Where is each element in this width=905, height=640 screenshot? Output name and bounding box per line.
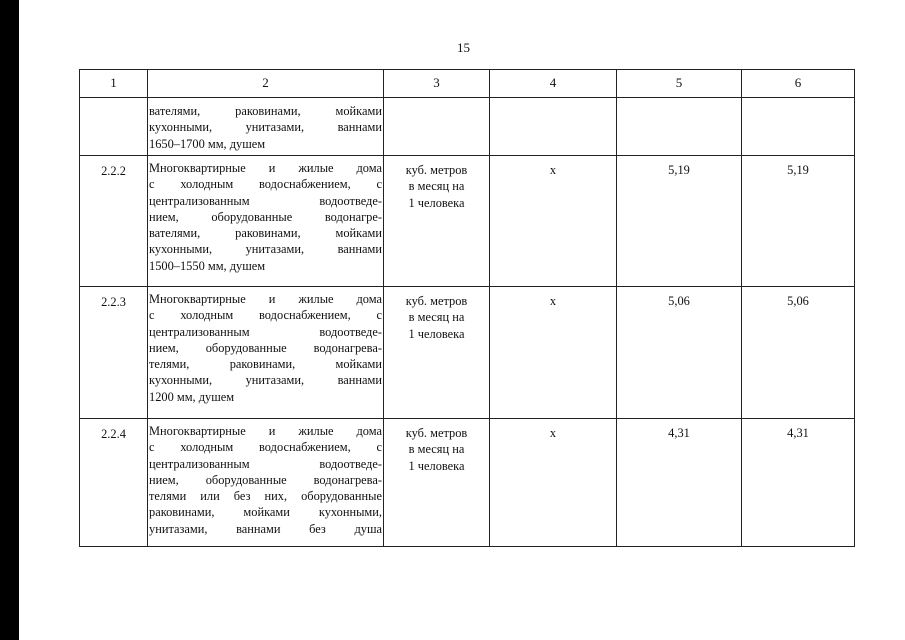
header-cell: 2 <box>148 70 384 98</box>
header-cell: 1 <box>80 70 148 98</box>
col6-cell: 4,31 <box>742 419 855 547</box>
unit-line: 1 человека <box>408 195 465 210</box>
col4-cell: х <box>490 287 617 419</box>
header-cell: 3 <box>384 70 490 98</box>
description-line: 1650–1700 мм, душем <box>149 136 266 151</box>
description-line: нием, оборудованные водонагрева- <box>149 472 382 487</box>
description-line: с холодным водоснабжением, с <box>149 308 382 323</box>
description-line: Многоквартирные и жилые дома <box>149 161 382 175</box>
description-line: телями или без них, оборудованные <box>149 489 382 504</box>
table-header-row <box>80 70 855 98</box>
description-line: нием, оборудованные водонагрева- <box>149 340 382 355</box>
description-cell <box>148 98 384 156</box>
unit-cell <box>384 156 490 287</box>
description-line: кухонными, унитазами, ваннами <box>149 373 382 388</box>
description-line: централизованным водоотведе- <box>149 324 382 339</box>
col4-cell: х <box>490 156 617 287</box>
page-number: 15 <box>457 40 470 55</box>
unit-line: в месяц на <box>408 442 465 457</box>
description-line: кухонными, унитазами, ваннами <box>149 120 382 135</box>
description-cell <box>148 156 384 287</box>
description-line: унитазами, ваннами без душа <box>149 521 382 536</box>
col4-cell <box>490 98 617 156</box>
unit-line: 1 человека <box>408 458 465 473</box>
scan-edge-bar <box>0 0 19 640</box>
col4-cell: х <box>490 419 617 547</box>
header-cell: 5 <box>617 70 742 98</box>
unit-cell <box>384 98 490 156</box>
unit-line: куб. метров <box>405 426 468 440</box>
description-line: вателями, раковинами, мойками <box>149 226 382 241</box>
description-line: с холодным водоснабжением, с <box>149 440 382 455</box>
row-number-cell: 2.2.3 <box>80 287 148 419</box>
unit-line: в месяц на <box>408 310 465 325</box>
col5-cell: 5,19 <box>617 156 742 287</box>
table-row-continuation <box>80 98 855 156</box>
header-cell: 4 <box>490 70 617 98</box>
description-line: 1500–1550 мм, душем <box>149 258 266 273</box>
description-cell <box>148 287 384 419</box>
unit-line: в месяц на <box>408 179 465 194</box>
table-row <box>80 419 855 547</box>
description-line: Многоквартирные и жилые дома <box>149 292 382 306</box>
row-number-cell <box>80 98 148 156</box>
header-cell: 6 <box>742 70 855 98</box>
col6-cell <box>742 98 855 156</box>
description-line: 1200 мм, душем <box>149 389 235 404</box>
description-line: нием, оборудованные водонагре- <box>149 209 382 224</box>
col5-cell: 4,31 <box>617 419 742 547</box>
table-row <box>80 287 855 419</box>
col6-cell: 5,19 <box>742 156 855 287</box>
col6-cell: 5,06 <box>742 287 855 419</box>
col5-cell <box>617 98 742 156</box>
unit-cell <box>384 419 490 547</box>
table-row <box>80 156 855 287</box>
norms-table <box>79 69 855 547</box>
row-number-cell: 2.2.2 <box>80 156 148 287</box>
unit-line: куб. метров <box>405 294 468 308</box>
description-line: централизованным водоотведе- <box>149 456 382 471</box>
description-line: Многоквартирные и жилые дома <box>149 424 382 438</box>
unit-cell <box>384 287 490 419</box>
description-cell <box>148 419 384 547</box>
col5-cell: 5,06 <box>617 287 742 419</box>
description-line: централизованным водоотведе- <box>149 193 382 208</box>
row-number-cell: 2.2.4 <box>80 419 148 547</box>
description-line: телями, раковинами, мойками <box>149 357 382 372</box>
unit-line: 1 человека <box>408 326 465 341</box>
unit-line: куб. метров <box>405 163 468 177</box>
description-line: раковинами, мойками кухонными, <box>149 505 382 520</box>
description-line: кухонными, унитазами, ваннами <box>149 242 382 257</box>
description-line: с холодным водоснабжением, с <box>149 177 382 192</box>
description-line: вателями, раковинами, мойками <box>149 104 382 118</box>
